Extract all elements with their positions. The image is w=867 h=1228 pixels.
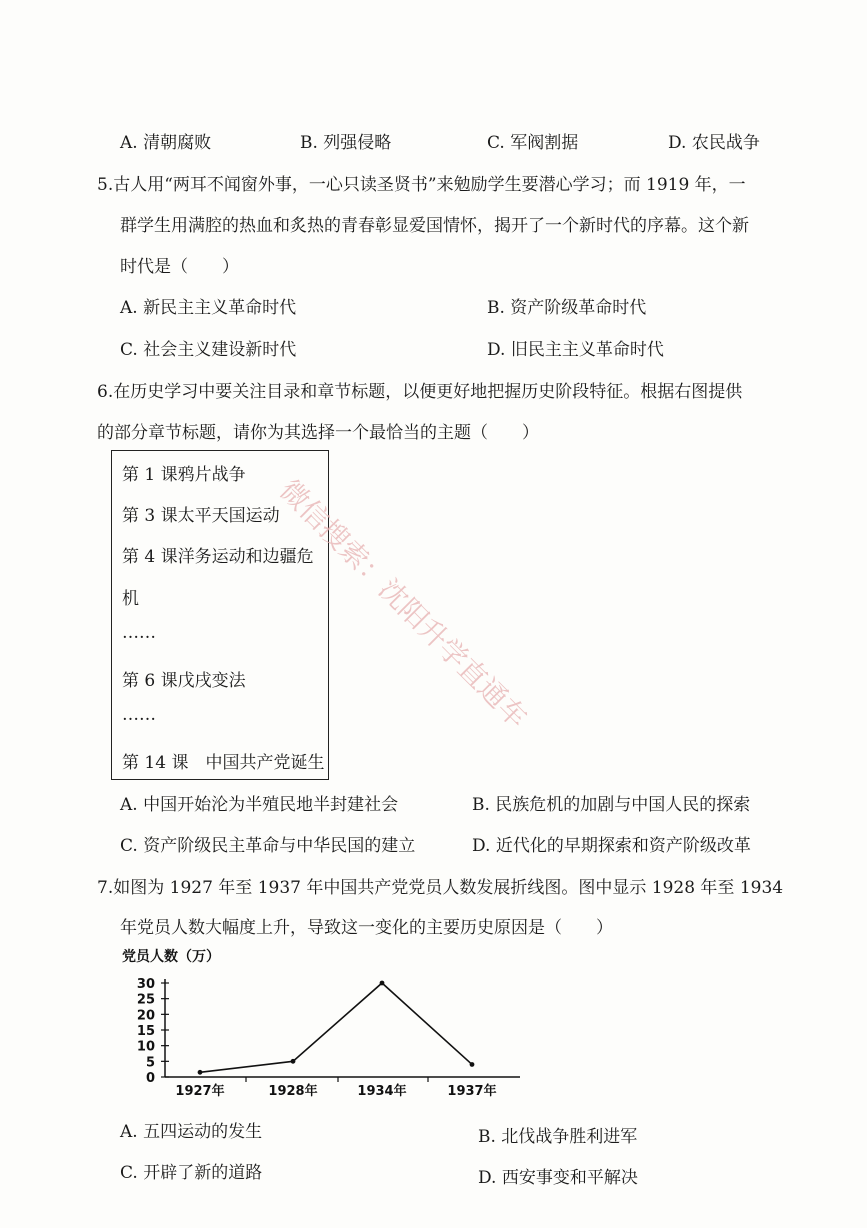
- y-tick-label: 20: [136, 1008, 155, 1024]
- q6-option-a: A. 中国开始沦为半殖民地半封建社会: [120, 795, 399, 815]
- q7-line-2: 年党员人数大幅度上升，导致这一变化的主要历史原因是（ ）: [120, 918, 613, 938]
- x-tick-label: 1928年: [268, 1084, 318, 1099]
- q5-option-c: C. 社会主义建设新时代: [120, 340, 297, 360]
- q7-option-d: D. 西安事变和平解决: [478, 1168, 638, 1188]
- q7-option-a: A. 五四运动的发生: [120, 1122, 263, 1142]
- q7-option-b: B. 北伐战争胜利进军: [478, 1127, 638, 1147]
- q5-line-3: 时代是（ ）: [120, 257, 239, 277]
- q4-option-a: A. 清朝腐败: [120, 133, 212, 153]
- q6-option-c: C. 资产阶级民主革命与中华民国的建立: [120, 836, 416, 856]
- q5-option-b: B. 资产阶级革命时代: [487, 298, 647, 318]
- y-tick-label: 10: [136, 1039, 155, 1055]
- y-tick-label: 25: [136, 992, 155, 1008]
- q5-option-d: D. 旧民主主义革命时代: [487, 340, 664, 360]
- chapter-item: 第 14 课 中国共产党诞生: [122, 753, 325, 773]
- data-point: [291, 1059, 296, 1064]
- chapter-ellipsis: ……: [122, 705, 156, 725]
- y-tick-label: 30: [136, 977, 155, 992]
- chapter-item: 第 4 课洋务运动和边疆危: [122, 547, 314, 567]
- q6-option-d: D. 近代化的早期探索和资产阶级改革: [472, 836, 751, 856]
- q6-line-2: 的部分章节标题，请你为其选择一个最恰当的主题（ ）: [97, 423, 539, 443]
- q5-option-a: A. 新民主主义革命时代: [120, 298, 297, 318]
- q4-option-d: D. 农民战争: [668, 133, 760, 153]
- y-tick-label: 5: [145, 1055, 155, 1071]
- q6-line-1: 6.在历史学习中要关注目录和章节标题，以便更好地把握历史阶段特征。根据右图提供: [97, 382, 743, 402]
- x-tick-label: 1937年: [447, 1084, 497, 1099]
- q4-option-b: B. 列强侵略: [300, 133, 392, 153]
- q7-line-1: 7.如图为 1927 年至 1937 年中国共产党党员人数发展折线图。图中显示 1928 年至 1934: [97, 878, 784, 898]
- y-tick-label: 0: [145, 1071, 155, 1086]
- chapter-item: 第 1 课鸦片战争: [122, 465, 246, 485]
- party-member-line-chart: [110, 945, 530, 1105]
- data-point: [380, 981, 385, 986]
- q6-option-b: B. 民族危机的加剧与中国人民的探索: [472, 795, 751, 815]
- chapter-item: 机: [122, 589, 139, 609]
- chapter-item: 第 3 课太平天国运动: [122, 506, 280, 526]
- chapter-ellipsis: ……: [122, 623, 156, 643]
- q7-option-c: C. 开辟了新的道路: [120, 1163, 263, 1183]
- series-line: [200, 983, 472, 1072]
- chart-ylabel: 党员人数（万）: [122, 949, 220, 965]
- data-point: [198, 1070, 203, 1075]
- q4-option-c: C. 军阀割据: [487, 133, 579, 153]
- x-tick-label: 1934年: [357, 1084, 407, 1099]
- q5-line-1: 5.古人用“两耳不闻窗外事，一心只读圣贤书”来勉励学生要潜心学习；而 1919 年，一: [97, 175, 746, 195]
- chapter-item: 第 6 课戊戌变法: [122, 671, 246, 691]
- watermark: 微信搜索：沈阳升学直通车: [273, 473, 535, 735]
- x-tick-label: 1927年: [175, 1084, 225, 1099]
- y-tick-label: 15: [136, 1024, 155, 1039]
- data-point: [470, 1062, 475, 1067]
- q5-line-2: 群学生用满腔的热血和炙热的青春彰显爱国情怀，揭开了一个新时代的序幕。这个新: [120, 216, 749, 236]
